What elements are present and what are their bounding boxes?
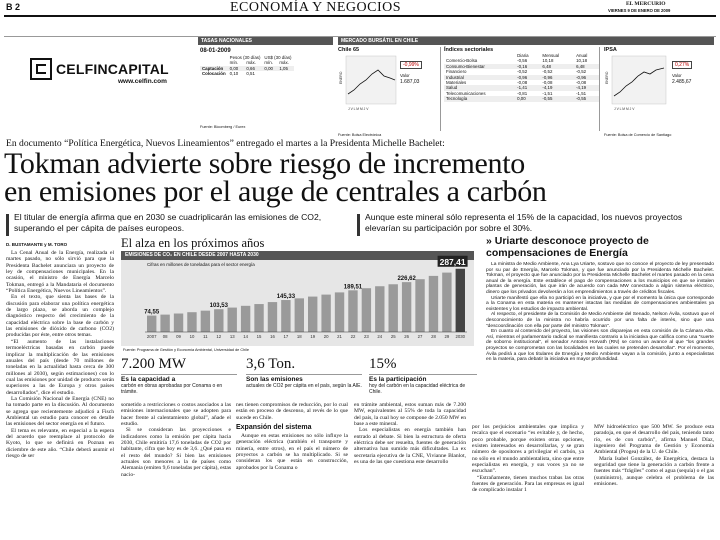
stat-number: 15%	[369, 356, 397, 372]
article-column-3	[236, 402, 348, 536]
chart-tick-label: 13	[229, 334, 235, 339]
chile65-value: 1.687,03	[400, 79, 420, 85]
indices-panel	[440, 47, 600, 131]
indices-cell: -1,41	[517, 85, 528, 91]
tasas-cell: 0,66	[246, 65, 255, 71]
chart-tick-label: 27	[417, 334, 423, 339]
indices-row-name: Financiero	[446, 69, 467, 75]
indices-cell: -0,08	[517, 80, 528, 86]
indices-cell: -0,08	[542, 80, 553, 86]
stat-title: Es la participación	[369, 374, 477, 383]
chart-bar	[389, 284, 398, 332]
chart-data-label: 74,55	[144, 309, 160, 316]
chart-tick-label: 09	[176, 334, 181, 339]
indices-cell: -0,81	[517, 90, 528, 96]
article-column-6	[594, 424, 714, 536]
chart-tick-label: 2030	[455, 334, 466, 339]
tasas-group-usd: US$ (30 días)	[264, 55, 292, 60]
deck-right: Aunque este mineral sólo representa el 15% de la capacidad, los nuevos proyectos elevarían su participación por sobre el 30%.	[365, 212, 683, 233]
sidebar-body	[484, 262, 716, 414]
paragraph: Uriarte manifestó que ella no participó en la iniciativa, y que por el momento la única que corresponde a la Conama en esta materia es mantener intactas las medidas de compensaciones ambientales ya existentes y los estudios de impacto ambiental.	[486, 295, 714, 312]
paragraph: La Cenal Anual de la Energía, realizada el martes pasado, no sólo sirvió para que la Presidenta Bachelet anunciara un proyecto de ley de compensaciones municipales. En la ocasión, el ministro de Energía Marcelo Tokman, entregó a la Mandataria el documento “Política Energética, Nuevos Lineamientos”.	[6, 250, 114, 295]
page-number: B 2	[6, 2, 21, 12]
paragraph: Al respecto, el presidente de la Comisión de Medio Ambiente del Senado, Nelson Ávila, sostuvo que el desconocimiento de la ministra no habría ocurrido por una falta de interés, sino que una “descoordinación con ella por parte del ministro Tokman”.	[486, 312, 714, 329]
chart-tick-label: 29	[444, 334, 450, 339]
chart-bar	[228, 308, 237, 332]
chart-bar	[429, 276, 438, 332]
chile65-source: Fuente: Bolsa Electrónica	[338, 133, 382, 137]
chart-subtitle: Cifras en millones de toneladas para el sector energía	[147, 262, 255, 267]
article-column-2	[121, 402, 231, 536]
chart-bar	[295, 298, 304, 332]
chile65-change: -0,99%	[400, 61, 422, 69]
ipsa-chart	[606, 54, 668, 114]
chart-data-label: 287,41	[439, 256, 466, 267]
stat-number: 7.200 MW	[121, 356, 186, 372]
section-title: ECONOMÍA Y NEGOCIOS	[230, 0, 402, 15]
paragraph: Los especialistas en energía también han entrado al debate. Si bien la estructura de oferta eléctrica debe ser resuelta, fuentes de generación alternativa han sumido más dificultades. La ex secretaria ejecutiva de la CNE, Vivianne Blanlot, es una de las que cuestiona este desarrollo	[354, 427, 466, 466]
headline-line-2: en emisiones por el auge de centrales a carbón	[4, 175, 547, 208]
indices-cell: 6,48	[542, 63, 551, 69]
celfin-logo-text: CELFINCAPITAL	[56, 61, 169, 77]
chevron-right-icon: »	[486, 235, 492, 247]
tasas-row-label: Colocación	[202, 71, 226, 77]
indices-cell: -0,55	[576, 96, 587, 102]
chart-bar	[160, 315, 169, 332]
chart-bar	[362, 288, 371, 332]
indices-cell: -0,52	[517, 69, 528, 75]
tasas-col: mín.	[229, 60, 239, 66]
chart-tick-label: 22	[350, 334, 356, 339]
paragraph: por los perjuicios ambientales que implica y recalca que el escenario “es evitable y, de hecho, poco probable, porque existen otras opciones, existen interesados en desarrollarlas, y se gran número de opositores a privilegiar el carbón, ya no sólo en el mundo ambientalista, sino que entre especialistas en energía, y sus voces ya no se escuchan”.	[472, 424, 584, 475]
paragraph: MW hidroeléctrico que 500 MW. Se produce esta paradoja, en que el desarrollo del país, teniendo tanto río, es de con carbón”, afirma Manuel Díaz, ingeniero del Programa de Gestión y Economía Ambiental (Progea) de la U. de Chile.	[594, 424, 714, 456]
chart-tick-label: 18	[296, 334, 302, 339]
chile65-title: Chile 65	[338, 47, 360, 53]
paragraph: Si se consideran las proyecciones e indicadores como la emisión per cápita hacia 2030, Chile emitiría 17,6 toneladas de CO2 por habitante, cifra que hoy es de 3,6. ¿Qué pasa en el resto del mundo? Si bien las emisiones actuales son menores a la de países como Alemania (emiten 9,6 toneladas per cápita), estas nacio-	[121, 427, 231, 478]
chart-bar	[147, 316, 156, 332]
tasas-row-label: Captación	[202, 65, 224, 71]
chart-bar	[308, 297, 317, 332]
tasas-col: máx.	[246, 60, 256, 66]
chart-data-label: 145,33	[276, 294, 296, 301]
chart-bar	[375, 286, 384, 332]
chart-bar	[335, 292, 344, 332]
indices-cell: -0,96	[576, 74, 587, 80]
stat-text: hoy del carbón en la capacidad eléctrica de Chile.	[369, 383, 466, 395]
chart-data-label: 226,62	[397, 276, 416, 283]
chart-bar	[281, 300, 290, 332]
indices-cell: -0,55	[542, 96, 553, 102]
chart-tick-label: 14	[243, 334, 249, 339]
ipsa-title: IPSA	[604, 47, 617, 53]
chart-panel	[121, 251, 474, 346]
deck-right-bar	[357, 214, 360, 236]
tasas-col: máx.	[279, 60, 289, 66]
indices-row-name: Industrial	[446, 74, 464, 80]
article-column-1	[6, 250, 114, 535]
chart-tick-label: 24	[377, 334, 383, 339]
svg-text:J V L M M J V: J V L M M J V	[614, 107, 635, 111]
paragraph: sometido a restricciones o costos asociados a las emisiones internacionales que se adopten para hacer frente al calentamiento global”, añade el estudio.	[121, 402, 231, 428]
chart-tick-label: 08	[162, 334, 168, 339]
ipsa-change: 0,27%	[672, 61, 692, 69]
indices-cell: -1,51	[542, 90, 553, 96]
chart-source: Fuente: Programa de Gestión y Economía Ambiental, Universidad de Chile	[123, 348, 249, 352]
chart-bar	[415, 279, 424, 332]
chart-tick-label: 10	[189, 334, 195, 339]
ipsa-panel	[604, 47, 714, 137]
chart-tick-label: 2007	[146, 334, 157, 339]
chart-tick-label: 12	[216, 334, 222, 339]
chart-bar	[268, 302, 277, 332]
paragraph: La Comisión Nacional de Energía (CNE) no ha tomado parte en la discusión. Al documento se agrega que recientemente adjudicó a Fisch Ambiental un estudio para conocer en detalle las emisiones del sector energía en el futuro.	[6, 395, 114, 428]
ipsa-value-label: Valor	[672, 73, 682, 78]
indices-cell: -0,08	[576, 80, 587, 86]
indices-row-name: Salud	[446, 85, 458, 91]
paper-name: EL MERCURIO	[626, 1, 666, 7]
tasas-cell: 0,10	[229, 71, 239, 77]
chart-tick-label: 21	[337, 334, 342, 339]
indices-cell: -0,56	[517, 58, 528, 64]
chart-bar	[254, 304, 263, 332]
tasas-title: TASAS NACIONALES	[198, 37, 333, 45]
svg-text:J V L M M J V: J V L M M J V	[348, 107, 369, 111]
indices-row-name: Telecomunicaciones	[446, 90, 486, 96]
indices-cell: -0,96	[542, 74, 553, 80]
tasas-cell: 0,51	[246, 71, 255, 77]
chart-band: EMISIONES DE CO₂ EN CHILE DESDE 2007 HASTA 2030	[121, 251, 474, 260]
indices-cell: 6,48	[576, 63, 585, 69]
indices-cell: -0,16	[517, 63, 528, 69]
paragraph: El tema es relevante, en especial a la espera del acuerdo que reemplace al protocolo de Kyoto, lo que se definirá en Poznan en diciembre de este año. “Chile deberá asumir el riesgo de ser	[6, 427, 114, 459]
stat-number: 3,6 Ton.	[246, 356, 296, 372]
chile65-panel	[338, 47, 438, 137]
page-date: VIERNES 9 DE ENERO DE 2009	[608, 8, 671, 13]
sidebar-title	[484, 236, 716, 259]
chart-tick-label: 15	[256, 334, 262, 339]
tasas-box	[198, 37, 333, 131]
co2-bar-chart	[121, 256, 474, 340]
chart-bar	[187, 312, 196, 332]
article-column-5	[472, 424, 584, 536]
stat-box-1	[121, 356, 237, 398]
chart-data-label: 103,53	[209, 303, 228, 310]
chart-bar	[442, 273, 451, 332]
tasas-date: 08-01-2009	[200, 48, 231, 54]
chart-tick-label: 19	[310, 334, 316, 339]
tasas-cell	[277, 71, 293, 76]
sidebar-box	[484, 236, 716, 420]
chart-data-label: 189,51	[343, 284, 363, 291]
indices-row-name: Tecnología	[446, 96, 468, 102]
tasas-group-pesos: Pesos (30 días)	[229, 55, 261, 60]
mercado-title: MERCADO BURSÁTIL EN CHILE	[338, 37, 714, 45]
paragraph: María Isabel González, de Energética, destaca la seguridad que tiene la generación a carbón frente a fuentes más “frágiles” como el agua (sequía) o el gas (suministro), aunque celebra el problema de las emisiones.	[594, 455, 714, 488]
celfin-logo-icon	[30, 58, 52, 80]
indices-cell: 0,00	[517, 96, 526, 102]
indices-cell: -0,52	[576, 69, 587, 75]
indices-cell: -0,96	[517, 74, 528, 80]
indices-row-name: Comercio-Bolsa	[446, 58, 478, 64]
paragraph: La ministra de Medio Ambiente, Ana Lya Uriarte, sostuvo que no conoce el proyecto de ley presentado por su par de Energía, Marcelo Tokman, y que fue anunciado por la Presidenta Michelle Bachelet. Tokman, el proyecto que fue anunciado por la Presidenta Michelle Bachelet el martes pasado en la cena anual de la energía. Este establece el pago de compensaciones a los municipios en que se instalen plantas de generación, las que irán de acuerdo con cada MW conectado a algún sistema eléctrico, dinero que los privados devolverán a los emprendimientos a través de créditos fiscales.	[486, 262, 714, 295]
chart-bar	[241, 306, 250, 332]
stat-title: Son las emisiones	[246, 374, 362, 383]
indices-row-name: Consumo-Bienestar	[446, 63, 485, 69]
indices-table	[444, 53, 599, 102]
indices-cell: -1,51	[576, 90, 587, 96]
indices-cell: -4,19	[542, 85, 553, 91]
paragraph: “El aumento de las instalaciones termoeléctricas basadas en carbón puede implicar la multiplicación de las emisiones anuales del país (desde 70 millones de toneladas en la actualidad hasta cerca de 300 millones al 2030), según estimaciones) con lo cual las emisiones por unidad de producto serán superiores a las de Europa y otros países desarrollados”, dice el estudio.	[6, 338, 114, 396]
tasas-cell: 0,00	[229, 65, 239, 71]
celfin-logo	[8, 56, 193, 96]
masthead-rule	[4, 15, 716, 17]
stat-box-2	[246, 356, 362, 398]
svg-text:ENERO: ENERO	[605, 71, 609, 84]
headline-line-1: Tokman advierte sobre riesgo de incremento	[4, 147, 525, 180]
indices-cell: -4,19	[576, 85, 587, 91]
mercado-box	[338, 37, 714, 137]
ipsa-source: Fuente: Bolsa de Comercio de Santiago	[604, 133, 672, 137]
chart-tick-label: 28	[431, 334, 436, 339]
chart-bar	[321, 295, 330, 332]
indices-title: Índices sectoriales	[444, 47, 494, 53]
stat-text: carbón en obras aprobadas por Conama o en trámite.	[121, 383, 223, 395]
tasas-cell: 1,05	[279, 65, 288, 71]
paragraph: “Estrañamente, tienen muchos trabas las otras fuentes de generación. Para las empresas es igual de complicado instalar 1	[472, 474, 584, 494]
indices-cell: 10,18	[576, 58, 588, 64]
article-column-4	[354, 402, 466, 536]
article-kicker: En documento “Política Energética, Nuevos Lineamientos” entregado el martes a la Presidenta Michelle Bachelet:	[6, 138, 445, 149]
chart-bar	[348, 290, 357, 332]
chart-tick-label: 23	[363, 334, 369, 339]
tasas-col: mín.	[264, 60, 273, 66]
chart-bar	[402, 282, 411, 332]
chile65-chart	[340, 54, 398, 114]
chile65-value-label: Valor	[400, 73, 410, 78]
chart-tick-label: 11	[203, 334, 208, 339]
svg-text:ENERO: ENERO	[339, 71, 343, 84]
sidebar-title-text: Uriarte desconoce proyecto de compensaciones de Energía	[486, 235, 649, 259]
indices-cell: 10,18	[542, 58, 554, 64]
tasas-cell: 0,00	[264, 65, 273, 71]
chart-tick-label: 25	[390, 334, 396, 339]
paragraph: en trámite ambiental, estos suman más de 7.200 MW, equivalentes al 55% de toda la capacidad del país, la cual hoy se compone de 2.050 MW en base a este mineral.	[354, 402, 466, 428]
subhead: Expansión del sistema	[236, 424, 312, 432]
chart-bar	[456, 269, 465, 332]
deck-left-bar	[6, 214, 9, 236]
stat-box-3	[369, 356, 477, 398]
indices-header: Diaria	[517, 53, 529, 58]
celfin-url: www.celfin.com	[118, 78, 167, 85]
chart-tick-label: 20	[323, 334, 329, 339]
chart-tick-label: 26	[404, 334, 410, 339]
deck-left: El titular de energía afirma que en 2030 se cuadriplicarán las emisiones de CO2, superando el per cápita de países europeos.	[14, 212, 322, 233]
paragraph: En cuanto al contenido del proyecto, las visiones son disparejas en esta comisión de la Cámara Alta. Así, mientras el parlamentario radical se manifiesta contrario a la iniciativa que califica como una “suerte de soborno institucional”, el senador Antonio Horvath (RN) se como un avance al que “los grandes proyectos se comprometan con las localidades en las cuales se pretenden desarrollar”. Por el momento, Ávila pedirá a que los titulares de Energía y Medio Ambiente vayan a la comisión, junto a especialistas en la materia, para debatir la iniciativa en mayor profundidad.	[486, 329, 714, 363]
stat-title: Es la capacidad a	[121, 374, 237, 383]
chart-tick-label: 17	[283, 334, 289, 339]
indices-cell: -0,52	[542, 69, 553, 75]
chart-bar	[174, 314, 183, 332]
tasas-table	[200, 55, 294, 77]
chart-bar	[201, 311, 210, 332]
tasas-cell	[262, 71, 277, 76]
tasas-source: Fuente: Bloomberg / Eurex	[200, 125, 246, 129]
paragraph: Aunque en estas emisiones no sólo influye la generación eléctrica (también el transporte y minería, entre otros), en el país el número de proyectos a carbón se ha multiplicado. Si se consideran los que están en construcción, aprobados por la Conama o	[236, 433, 348, 471]
indices-header: Mensual	[542, 53, 560, 58]
indices-row-name: Materiales	[446, 80, 467, 86]
paragraph: En el texto, que sienta las bases de la discusión para elaborar una política energética de largo plazo, se aborda un complejo diagnóstico respecto del crecimiento de la capacidad eléctrica sobre la base de carbón y las emisiones de dióxido de carbono (CO2) producidas por éste, entre otros temas.	[6, 294, 114, 339]
chart-heading: El alza en los próximos años	[121, 236, 265, 250]
indices-header: Anual	[576, 53, 588, 58]
chart-bar	[214, 309, 223, 332]
stat-text: actuales de CO2 per cápita en el país, según la AIE.	[246, 383, 362, 389]
byline: D. BUSTAMANTE y M. TORO	[6, 242, 68, 247]
chart-tick-label: 16	[270, 334, 275, 339]
ipsa-value: 2.485,67	[672, 79, 692, 85]
paragraph: nes tienen compromisos de reducción, por lo cual están en proceso de descenso, al revés de lo que sucede en Chile.	[236, 402, 348, 421]
